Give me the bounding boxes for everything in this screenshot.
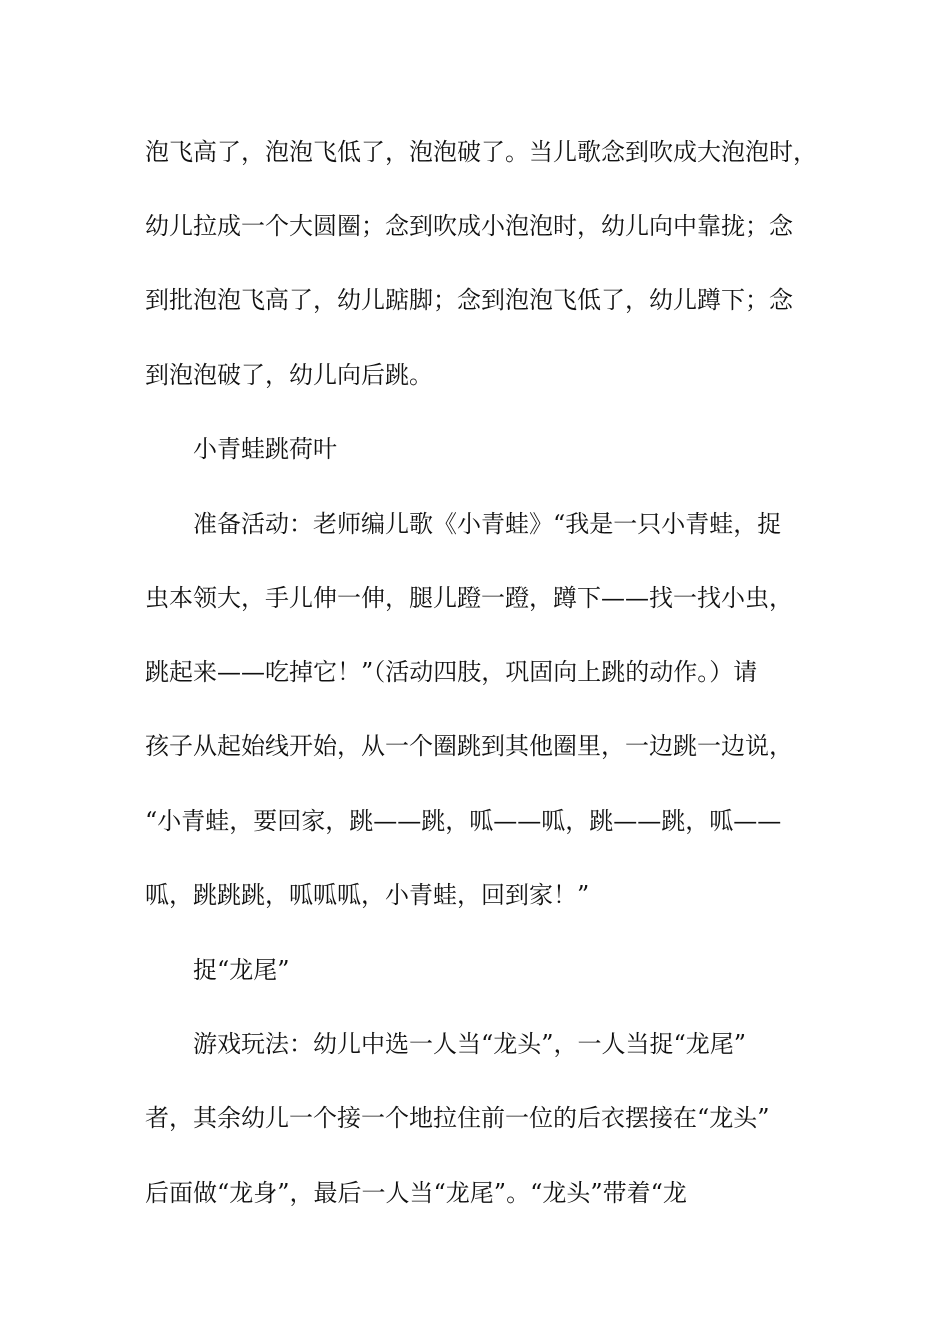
paragraph-line: 者，其余幼儿一个接一个地拉住前一位的后衣摆接在“龙头” (145, 1104, 770, 1132)
paragraph-line: “小青蛙，要回家，跳——跳，呱——呱，跳——跳，呱—— (145, 807, 782, 835)
paragraph-line: 虫本领大，手儿伸一伸，腿儿蹬一蹬，蹲下——找一找小虫， (145, 584, 793, 612)
paragraph-line: 到批泡泡飞高了，幼儿踮脚；念到泡泡飞低了，幼儿蹲下；念 (145, 286, 793, 314)
paragraph-line: 游戏玩法：幼儿中选一人当“龙头”，一人当捉“龙尾” (193, 1030, 747, 1058)
paragraph-line: 到泡泡破了，幼儿向后跳。 (145, 361, 433, 389)
section-heading: 小青蛙跳荷叶 (193, 435, 337, 463)
paragraph-line: 准备活动：老师编儿歌《小青蛙》“我是一只小青蛙，捉 (193, 510, 782, 538)
paragraph-line: 孩子从起始线开始，从一个圈跳到其他圈里，一边跳一边说， (145, 732, 793, 760)
paragraph-line: 跳起来——吃掉它！”（活动四肢，巩固向上跳的动作。）请 (145, 658, 758, 686)
paragraph-line: 呱，跳跳跳，呱呱呱，小青蛙，回到家！” (145, 881, 590, 909)
section-heading: 捉“龙尾” (193, 956, 290, 984)
paragraph-line: 幼儿拉成一个大圆圈；念到吹成小泡泡时，幼儿向中靠拢；念 (145, 212, 793, 240)
paragraph-line: 后面做“龙身”，最后一人当“龙尾”。“龙头”带着“龙 (145, 1179, 687, 1207)
paragraph-line: 泡飞高了，泡泡飞低了，泡泡破了。当儿歌念到吹成大泡泡时， (145, 138, 817, 166)
